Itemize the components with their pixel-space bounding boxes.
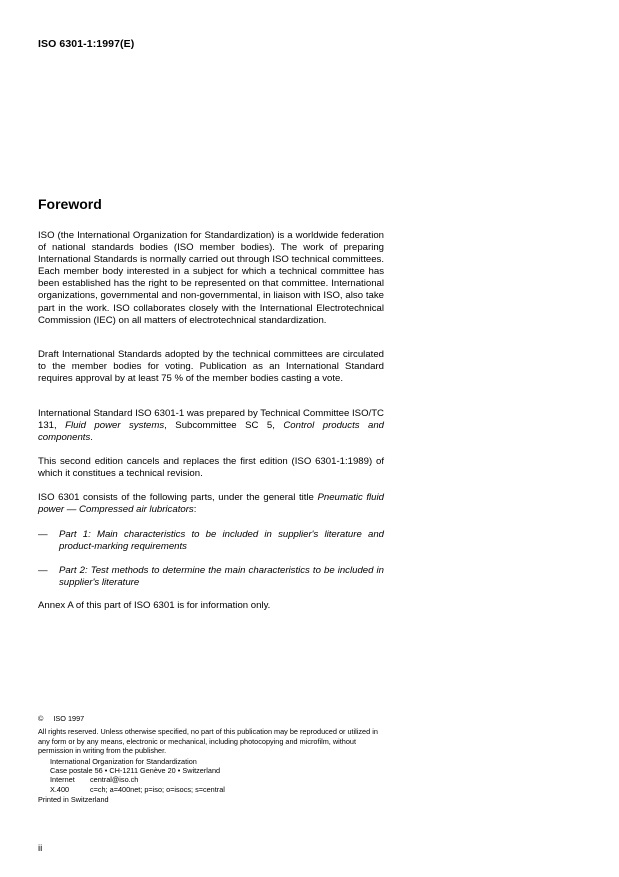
foreword-paragraph-3 xyxy=(38,408,384,444)
list-dash: — xyxy=(38,565,48,576)
foreword-paragraph-2: Draft International Standards adopted by the technical committees are circulated to the member bodies for voting. Publication as an International Standard requires approval by at least 75 % of the member bodies casting a vote. xyxy=(38,349,384,385)
list-dash: — xyxy=(38,529,48,540)
publisher-org: International Organization for Standardization xyxy=(50,756,197,766)
p3-text-a: International Standard ISO 6301-1 was prepared by Technical Committee ISO/TC 131, xyxy=(38,408,384,432)
part-1-title: Part 1: Main characteristics to be included in supplier's literature and product-marking requirements xyxy=(59,529,384,553)
p3-subcommittee-title: Control products and components xyxy=(38,420,384,444)
list-item xyxy=(38,565,384,589)
part-2-title: Part 2: Test methods to determine the main characteristics to be included in supplier's literature xyxy=(59,565,384,589)
x400-label: X.400 xyxy=(50,784,70,794)
document-id-header: ISO 6301-1:1997(E) xyxy=(38,38,135,50)
publisher-address xyxy=(50,757,386,795)
x400-value: c=ch; a=400net; p=iso; o=isocs; s=central xyxy=(90,784,225,794)
foreword-paragraph-5 xyxy=(38,492,384,516)
list-item xyxy=(38,529,384,553)
p3-committee-title: Fluid power systems xyxy=(65,420,165,432)
copyright-line xyxy=(38,714,386,723)
internet-label: Internet xyxy=(50,775,75,785)
printed-in: Printed in Switzerland xyxy=(38,795,109,805)
p3-text-c: , Subcommittee SC 5, xyxy=(164,420,284,432)
x400-row xyxy=(50,785,386,794)
p5-text-c: : xyxy=(193,504,197,516)
p5-text-a: ISO 6301 consists of the following parts, under the general title xyxy=(38,492,318,503)
copyright-symbol: © xyxy=(38,714,44,723)
internet-row xyxy=(50,775,386,784)
foreword-paragraph-4: This second edition cancels and replaces the first edition (ISO 6301-1:1989) of which it constitues a technical revision. xyxy=(38,456,384,480)
internet-value: central@iso.ch xyxy=(90,775,139,785)
publisher-postal: Case postale 56 • CH-1211 Genève 20 • Switzerland xyxy=(50,766,221,776)
foreword-paragraph-1: ISO (the International Organization for Standardization) is a worldwide federation of national standards bodies (ISO member bodies). The work of preparing International Standards is normally carried out through ISO technical committees. Each member body interested in a subject for which a technical committee has been established has the right to be represented on that committee. International organizations, governmental and non-governmental, in liaison with ISO, also take part in the work. ISO collaborates closely with the International Electrotechnical Commission (IEC) on all matters of electrotechnical standardization. xyxy=(38,230,384,326)
page-number: ii xyxy=(38,843,43,854)
annex-note: Annex A of this part of ISO 6301 is for information only. xyxy=(38,600,271,611)
p5-general-title: Pneumatic fluid power — Compressed air lubricators xyxy=(38,492,384,516)
p3-text-e: . xyxy=(90,432,93,444)
foreword-heading: Foreword xyxy=(38,196,102,212)
copyright-block xyxy=(38,714,386,805)
copyright-year: ISO 1997 xyxy=(53,714,85,723)
rights-statement: All rights reserved. Unless otherwise specified, no part of this publication may be reproduced or utilized in any form or by any means, electronic or mechanical, including photocopying and microfilm, without permission in writing from the publisher. xyxy=(38,727,378,756)
